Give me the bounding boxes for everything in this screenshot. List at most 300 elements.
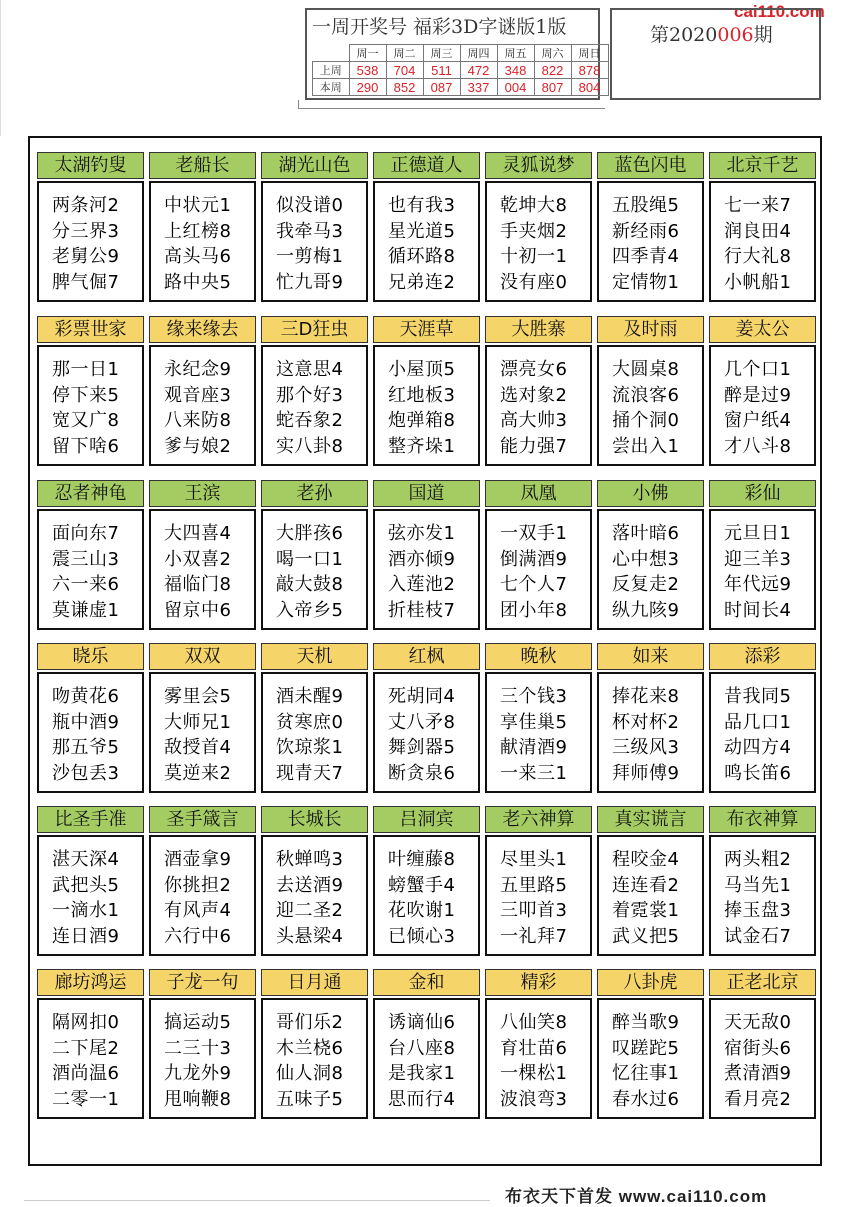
card-body bbox=[597, 998, 704, 1119]
this-week-number: 807 bbox=[534, 79, 571, 96]
riddle-line: 吻黄花6 bbox=[52, 686, 120, 707]
riddle-line: 定情物1 bbox=[612, 271, 680, 293]
issue-num: 006 bbox=[717, 24, 754, 46]
riddle-line: 两条河2 bbox=[52, 195, 120, 216]
riddle-line: 七一来7 bbox=[724, 195, 792, 216]
card-body bbox=[261, 181, 368, 302]
riddle-line: 着霓裳1 bbox=[612, 900, 680, 921]
riddle-line: 也有我3 bbox=[388, 195, 456, 216]
riddle-card bbox=[149, 969, 256, 1119]
riddle-line: 红地板3 bbox=[388, 384, 456, 406]
card-author-title: 老孙 bbox=[261, 480, 368, 507]
riddle-line: 隔网扣0 bbox=[52, 1012, 120, 1033]
riddle-line: 六行中6 bbox=[164, 925, 232, 947]
riddle-line: 五里路5 bbox=[500, 874, 568, 896]
card-author-title: 湖光山色 bbox=[261, 152, 368, 179]
riddle-line: 诱谪仙6 bbox=[388, 1012, 456, 1033]
riddle-line: 落叶暗6 bbox=[612, 523, 680, 544]
site-logo-text[interactable]: cai110.com bbox=[734, 2, 825, 21]
card-author-title: 廊坊鸿运 bbox=[37, 969, 144, 996]
riddle-line: 五味子5 bbox=[276, 1088, 344, 1110]
riddle-line: 八来防8 bbox=[164, 410, 232, 431]
riddle-line: 断贪泉6 bbox=[388, 762, 456, 784]
card-author-title: 圣手箴言 bbox=[149, 806, 256, 833]
riddle-line: 留下啥6 bbox=[52, 435, 120, 457]
riddle-line: 新经雨6 bbox=[612, 220, 680, 242]
riddle-line: 丈八矛8 bbox=[388, 711, 456, 733]
riddle-line: 品几口1 bbox=[724, 711, 792, 733]
riddle-line: 漂亮女6 bbox=[500, 359, 568, 380]
card-body bbox=[373, 835, 480, 956]
riddle-line: 循环路8 bbox=[388, 246, 456, 267]
riddle-line: 舞剑器5 bbox=[388, 737, 456, 758]
day-header: 周六 bbox=[534, 45, 571, 62]
day-header-row bbox=[313, 45, 609, 62]
card-author-title: 添彩 bbox=[709, 643, 816, 670]
riddle-line: 能力强7 bbox=[500, 435, 568, 457]
riddle-line: 实八卦8 bbox=[276, 435, 344, 457]
riddle-line: 兄弟连2 bbox=[388, 271, 456, 293]
card-author-title: 太湖钓叟 bbox=[37, 152, 144, 179]
card-author-title: 蓝色闪电 bbox=[597, 152, 704, 179]
card-author-title: 真实谎言 bbox=[597, 806, 704, 833]
this-week-number: 290 bbox=[349, 79, 386, 96]
riddle-line: 手夹烟2 bbox=[500, 220, 568, 242]
card-author-title: 布衣神算 bbox=[709, 806, 816, 833]
riddle-line: 选对象2 bbox=[500, 384, 568, 406]
riddle-line: 忙九哥9 bbox=[276, 271, 344, 293]
corner-cell bbox=[313, 45, 350, 62]
riddle-line: 路中央5 bbox=[164, 271, 232, 293]
card-body bbox=[597, 509, 704, 630]
riddle-line: 酒未醒9 bbox=[276, 686, 344, 707]
riddle-card bbox=[37, 316, 144, 466]
card-author-title: 八卦虎 bbox=[597, 969, 704, 996]
last-week-number: 511 bbox=[423, 62, 460, 79]
card-body bbox=[37, 181, 144, 302]
riddle-line: 煮清酒9 bbox=[724, 1063, 792, 1084]
riddle-line: 四季青4 bbox=[612, 246, 680, 267]
riddle-line: 捅个洞0 bbox=[612, 410, 680, 431]
riddle-line: 小帆船1 bbox=[724, 271, 792, 293]
riddle-line: 一双手1 bbox=[500, 523, 568, 544]
riddle-card bbox=[597, 316, 704, 466]
riddle-line: 敲大鼓8 bbox=[276, 574, 344, 595]
riddle-line: 倒满酒9 bbox=[500, 548, 568, 570]
riddle-line: 花吹谢1 bbox=[388, 900, 456, 921]
last-week-number: 472 bbox=[460, 62, 497, 79]
riddle-line: 时间长4 bbox=[724, 599, 792, 621]
riddle-line: 小屋顶5 bbox=[388, 359, 456, 380]
card-author-title: 如来 bbox=[597, 643, 704, 670]
riddle-card bbox=[485, 969, 592, 1119]
riddle-line: 杯对杯2 bbox=[612, 711, 680, 733]
riddle-line: 七个人7 bbox=[500, 574, 568, 595]
card-author-title: 三D狂虫 bbox=[261, 316, 368, 343]
card-author-title: 灵狐说梦 bbox=[485, 152, 592, 179]
riddle-card bbox=[709, 480, 816, 630]
day-header: 周五 bbox=[497, 45, 534, 62]
riddle-line: 武把头5 bbox=[52, 874, 120, 896]
card-body bbox=[485, 509, 592, 630]
riddle-line: 仙人洞8 bbox=[276, 1063, 344, 1084]
riddle-card bbox=[261, 643, 368, 793]
riddle-card bbox=[37, 152, 144, 302]
riddle-line: 福临门8 bbox=[164, 574, 232, 595]
riddle-line: 宽又广8 bbox=[52, 410, 120, 431]
riddle-line: 迎二圣2 bbox=[276, 900, 344, 921]
this-week-number: 087 bbox=[423, 79, 460, 96]
last-week-label: 上周 bbox=[313, 62, 350, 79]
card-body bbox=[37, 998, 144, 1119]
riddle-line: 脾气倔7 bbox=[52, 271, 120, 293]
riddle-line: 敌授首4 bbox=[164, 737, 232, 758]
riddle-card bbox=[709, 806, 816, 956]
card-body bbox=[485, 345, 592, 466]
riddle-line: 昔我同5 bbox=[724, 686, 792, 707]
card-author-title: 小佛 bbox=[597, 480, 704, 507]
riddle-card bbox=[709, 969, 816, 1119]
this-week-label: 本周 bbox=[313, 79, 350, 96]
riddle-line: 折桂枝7 bbox=[388, 599, 456, 621]
card-body bbox=[37, 835, 144, 956]
riddle-line: 秋蝉鸣3 bbox=[276, 849, 344, 870]
riddle-line: 爹与娘2 bbox=[164, 435, 232, 457]
card-author-title: 姜太公 bbox=[709, 316, 816, 343]
riddle-line: 马当先1 bbox=[724, 874, 792, 896]
riddle-card bbox=[373, 480, 480, 630]
riddle-line: 没有座0 bbox=[500, 271, 568, 293]
card-author-title: 及时雨 bbox=[597, 316, 704, 343]
card-body bbox=[709, 509, 816, 630]
card-body bbox=[149, 181, 256, 302]
riddle-line: 团小年8 bbox=[500, 599, 568, 621]
riddle-card bbox=[373, 152, 480, 302]
card-author-title: 金和 bbox=[373, 969, 480, 996]
riddle-card bbox=[37, 480, 144, 630]
riddle-card bbox=[485, 643, 592, 793]
riddle-line: 雾里会5 bbox=[164, 686, 232, 707]
left-edge-mark bbox=[0, 0, 1, 136]
riddle-line: 心中想3 bbox=[612, 548, 680, 570]
last-week-number: 878 bbox=[571, 62, 608, 79]
card-author-title: 缘来缘去 bbox=[149, 316, 256, 343]
card-author-title: 忍者神龟 bbox=[37, 480, 144, 507]
riddle-line: 三个钱3 bbox=[500, 686, 568, 707]
riddle-line: 二三十3 bbox=[164, 1037, 232, 1059]
riddle-line: 天无敌0 bbox=[724, 1012, 792, 1033]
riddle-line: 叹蹉跎5 bbox=[612, 1037, 680, 1059]
riddle-line: 叶缠藤8 bbox=[388, 849, 456, 870]
riddle-card bbox=[485, 806, 592, 956]
card-author-title: 正德道人 bbox=[373, 152, 480, 179]
card-body bbox=[261, 835, 368, 956]
riddle-line: 大胖孩6 bbox=[276, 523, 344, 544]
riddle-line: 反复走2 bbox=[612, 574, 680, 595]
riddle-line: 一滴水1 bbox=[52, 900, 120, 921]
riddle-card bbox=[709, 152, 816, 302]
riddle-line: 莫逆来2 bbox=[164, 762, 232, 784]
riddle-card bbox=[485, 480, 592, 630]
riddle-line: 分三界3 bbox=[52, 220, 120, 242]
riddle-line: 炮弹箱8 bbox=[388, 410, 456, 431]
footer-credit[interactable]: 布衣天下首发 www.cai110.com bbox=[505, 1187, 768, 1206]
riddle-line: 高大帅3 bbox=[500, 410, 568, 431]
riddle-line: 头悬梁4 bbox=[276, 925, 344, 947]
this-week-number: 852 bbox=[386, 79, 423, 96]
riddle-line: 润良田4 bbox=[724, 220, 792, 242]
card-body bbox=[261, 509, 368, 630]
riddle-card bbox=[597, 806, 704, 956]
riddle-line: 瓶中酒9 bbox=[52, 711, 120, 733]
riddle-line: 现青天7 bbox=[276, 762, 344, 784]
card-body bbox=[149, 672, 256, 793]
riddle-line: 是我家1 bbox=[388, 1063, 456, 1084]
last-week-row bbox=[313, 62, 609, 79]
issue-prefix: 第2020 bbox=[650, 24, 718, 46]
riddle-line: 一来三1 bbox=[500, 762, 568, 784]
card-body bbox=[37, 672, 144, 793]
riddle-line: 武义把5 bbox=[612, 925, 680, 947]
riddle-card bbox=[485, 152, 592, 302]
card-author-title: 天机 bbox=[261, 643, 368, 670]
riddle-line: 贫寒庶0 bbox=[276, 711, 344, 733]
weekly-draw-table bbox=[312, 44, 609, 96]
card-author-title: 北京千艺 bbox=[709, 152, 816, 179]
riddle-line: 湛天深4 bbox=[52, 849, 120, 870]
riddle-line: 捧花来8 bbox=[612, 686, 680, 707]
riddle-line: 沙包丢3 bbox=[52, 762, 120, 784]
riddle-card bbox=[261, 969, 368, 1119]
riddle-line: 那一日1 bbox=[52, 359, 120, 380]
riddle-card bbox=[709, 316, 816, 466]
riddle-line: 你挑担2 bbox=[164, 874, 232, 896]
card-body bbox=[261, 672, 368, 793]
card-body bbox=[37, 345, 144, 466]
riddle-line: 才八斗8 bbox=[724, 435, 792, 457]
card-author-title: 老船长 bbox=[149, 152, 256, 179]
header-shadow bbox=[298, 100, 605, 109]
riddle-line: 两头粗2 bbox=[724, 849, 792, 870]
riddle-line: 大四喜4 bbox=[164, 523, 232, 544]
riddle-line: 中状元1 bbox=[164, 195, 232, 216]
card-body bbox=[709, 672, 816, 793]
day-header: 周四 bbox=[460, 45, 497, 62]
card-body bbox=[597, 835, 704, 956]
riddle-line: 弦亦发1 bbox=[388, 523, 456, 544]
riddle-line: 一礼拜7 bbox=[500, 925, 568, 947]
card-body bbox=[597, 345, 704, 466]
riddle-line: 几个口1 bbox=[724, 359, 792, 380]
card-author-title: 日月通 bbox=[261, 969, 368, 996]
riddle-card bbox=[149, 806, 256, 956]
riddle-line: 甩响鞭8 bbox=[164, 1088, 232, 1110]
riddle-line: 春水过6 bbox=[612, 1088, 680, 1110]
riddle-line: 流浪客6 bbox=[612, 384, 680, 406]
riddle-line: 三叩首3 bbox=[500, 900, 568, 921]
riddle-line: 十初一1 bbox=[500, 246, 568, 267]
riddle-card bbox=[373, 806, 480, 956]
riddle-line: 酒壶拿9 bbox=[164, 849, 232, 870]
card-body bbox=[597, 672, 704, 793]
riddle-line: 台八座8 bbox=[388, 1037, 456, 1059]
day-header: 周一 bbox=[349, 45, 386, 62]
card-body bbox=[37, 509, 144, 630]
riddle-line: 思而行4 bbox=[388, 1088, 456, 1110]
card-author-title: 彩仙 bbox=[709, 480, 816, 507]
riddle-card bbox=[597, 643, 704, 793]
card-author-title: 子龙一句 bbox=[149, 969, 256, 996]
riddle-line: 哥们乐2 bbox=[276, 1012, 344, 1033]
riddle-line: 捧玉盘3 bbox=[724, 900, 792, 921]
riddle-line: 螃蟹手4 bbox=[388, 874, 456, 896]
day-header: 周日 bbox=[571, 45, 608, 62]
riddle-line: 停下来5 bbox=[52, 384, 120, 406]
riddle-line: 已倾心3 bbox=[388, 925, 456, 947]
riddle-line: 程咬金4 bbox=[612, 849, 680, 870]
card-body bbox=[149, 835, 256, 956]
riddle-line: 二下尾2 bbox=[52, 1037, 120, 1059]
riddle-card bbox=[485, 316, 592, 466]
riddle-line: 宿街头6 bbox=[724, 1037, 792, 1059]
riddle-line: 去送酒9 bbox=[276, 874, 344, 896]
riddle-line: 连日酒9 bbox=[52, 925, 120, 947]
this-week-number: 004 bbox=[497, 79, 534, 96]
riddle-line: 观音座3 bbox=[164, 384, 232, 406]
card-body bbox=[373, 345, 480, 466]
card-body bbox=[709, 998, 816, 1119]
riddle-line: 五股绳5 bbox=[612, 195, 680, 216]
riddle-line: 鸣长笛6 bbox=[724, 762, 792, 784]
riddle-line: 六一来6 bbox=[52, 574, 120, 595]
riddle-line: 尝出入1 bbox=[612, 435, 680, 457]
riddle-line: 尽里头1 bbox=[500, 849, 568, 870]
riddle-line: 那个好3 bbox=[276, 384, 344, 406]
riddle-line: 震三山3 bbox=[52, 548, 120, 570]
card-author-title: 国道 bbox=[373, 480, 480, 507]
card-author-title: 正老北京 bbox=[709, 969, 816, 996]
this-week-number: 804 bbox=[571, 79, 608, 96]
riddle-card bbox=[149, 152, 256, 302]
card-author-title: 天涯草 bbox=[373, 316, 480, 343]
riddle-line: 献清酒9 bbox=[500, 737, 568, 758]
issue-suffix: 期 bbox=[753, 24, 773, 46]
riddle-line: 留京中6 bbox=[164, 599, 232, 621]
card-body bbox=[373, 998, 480, 1119]
riddle-card bbox=[149, 316, 256, 466]
riddle-card bbox=[597, 152, 704, 302]
riddle-line: 这意思4 bbox=[276, 359, 344, 380]
card-author-title: 晚秋 bbox=[485, 643, 592, 670]
card-body bbox=[709, 835, 816, 956]
riddle-line: 醉当歌9 bbox=[612, 1012, 680, 1033]
riddle-line: 死胡同4 bbox=[388, 686, 456, 707]
riddle-line: 窗户纸4 bbox=[724, 410, 792, 431]
riddle-line: 八仙笑8 bbox=[500, 1012, 568, 1033]
riddle-line: 大圆桌8 bbox=[612, 359, 680, 380]
riddle-line: 星光道5 bbox=[388, 220, 456, 242]
card-body bbox=[149, 509, 256, 630]
card-author-title: 比圣手准 bbox=[37, 806, 144, 833]
riddle-card bbox=[149, 480, 256, 630]
card-body bbox=[485, 835, 592, 956]
last-week-number: 822 bbox=[534, 62, 571, 79]
card-author-title: 彩票世家 bbox=[37, 316, 144, 343]
riddle-card bbox=[37, 643, 144, 793]
riddle-line: 纵九陔9 bbox=[612, 599, 680, 621]
riddle-line: 看月亮2 bbox=[724, 1088, 792, 1110]
riddle-line: 酒尚温6 bbox=[52, 1063, 120, 1084]
riddle-line: 木兰桡6 bbox=[276, 1037, 344, 1059]
card-author-title: 吕洞宾 bbox=[373, 806, 480, 833]
card-author-title: 双双 bbox=[149, 643, 256, 670]
card-author-title: 红枫 bbox=[373, 643, 480, 670]
card-body bbox=[709, 345, 816, 466]
issue-number bbox=[650, 20, 773, 47]
card-body bbox=[709, 181, 816, 302]
last-week-number: 538 bbox=[349, 62, 386, 79]
riddle-card bbox=[709, 643, 816, 793]
riddle-card bbox=[261, 806, 368, 956]
riddle-line: 上红榜8 bbox=[164, 220, 232, 242]
riddle-line: 永纪念9 bbox=[164, 359, 232, 380]
riddle-card bbox=[373, 969, 480, 1119]
day-header: 周三 bbox=[423, 45, 460, 62]
card-author-title: 长城长 bbox=[261, 806, 368, 833]
card-body bbox=[149, 345, 256, 466]
last-week-number: 348 bbox=[497, 62, 534, 79]
footer-divider bbox=[24, 1200, 490, 1201]
riddle-line: 连连看2 bbox=[612, 874, 680, 896]
card-body bbox=[485, 672, 592, 793]
riddle-line: 动四方4 bbox=[724, 737, 792, 758]
riddle-card bbox=[37, 969, 144, 1119]
riddle-line: 小双喜2 bbox=[164, 548, 232, 570]
riddle-line: 高头马6 bbox=[164, 246, 232, 267]
riddle-line: 波浪弯3 bbox=[500, 1088, 568, 1110]
card-author-title: 凤凰 bbox=[485, 480, 592, 507]
card-body bbox=[373, 509, 480, 630]
riddle-card bbox=[149, 643, 256, 793]
card-body bbox=[261, 998, 368, 1119]
riddle-card bbox=[261, 316, 368, 466]
card-author-title: 晓乐 bbox=[37, 643, 144, 670]
riddle-line: 年代远9 bbox=[724, 574, 792, 595]
riddle-line: 元旦日1 bbox=[724, 523, 792, 544]
card-body bbox=[485, 998, 592, 1119]
riddle-line: 喝一口1 bbox=[276, 548, 344, 570]
riddle-line: 拜师傅9 bbox=[612, 762, 680, 784]
card-body bbox=[485, 181, 592, 302]
day-header: 周二 bbox=[386, 45, 423, 62]
card-author-title: 大胜寨 bbox=[485, 316, 592, 343]
riddle-line: 面向东7 bbox=[52, 523, 120, 544]
riddle-card bbox=[373, 643, 480, 793]
riddle-line: 育壮苗6 bbox=[500, 1037, 568, 1059]
card-author-title: 老六神算 bbox=[485, 806, 592, 833]
riddle-line: 搞运动5 bbox=[164, 1012, 232, 1033]
riddle-line: 享佳巢5 bbox=[500, 711, 568, 733]
riddle-line: 忆往事1 bbox=[612, 1063, 680, 1084]
this-week-number: 337 bbox=[460, 79, 497, 96]
riddle-line: 似没谱0 bbox=[276, 195, 344, 216]
riddle-line: 我牵马3 bbox=[276, 220, 344, 242]
riddle-line: 有风声4 bbox=[164, 900, 232, 921]
riddle-line: 试金石7 bbox=[724, 925, 792, 947]
riddle-card bbox=[261, 152, 368, 302]
this-week-row bbox=[313, 79, 609, 96]
riddle-line: 一剪梅1 bbox=[276, 246, 344, 267]
